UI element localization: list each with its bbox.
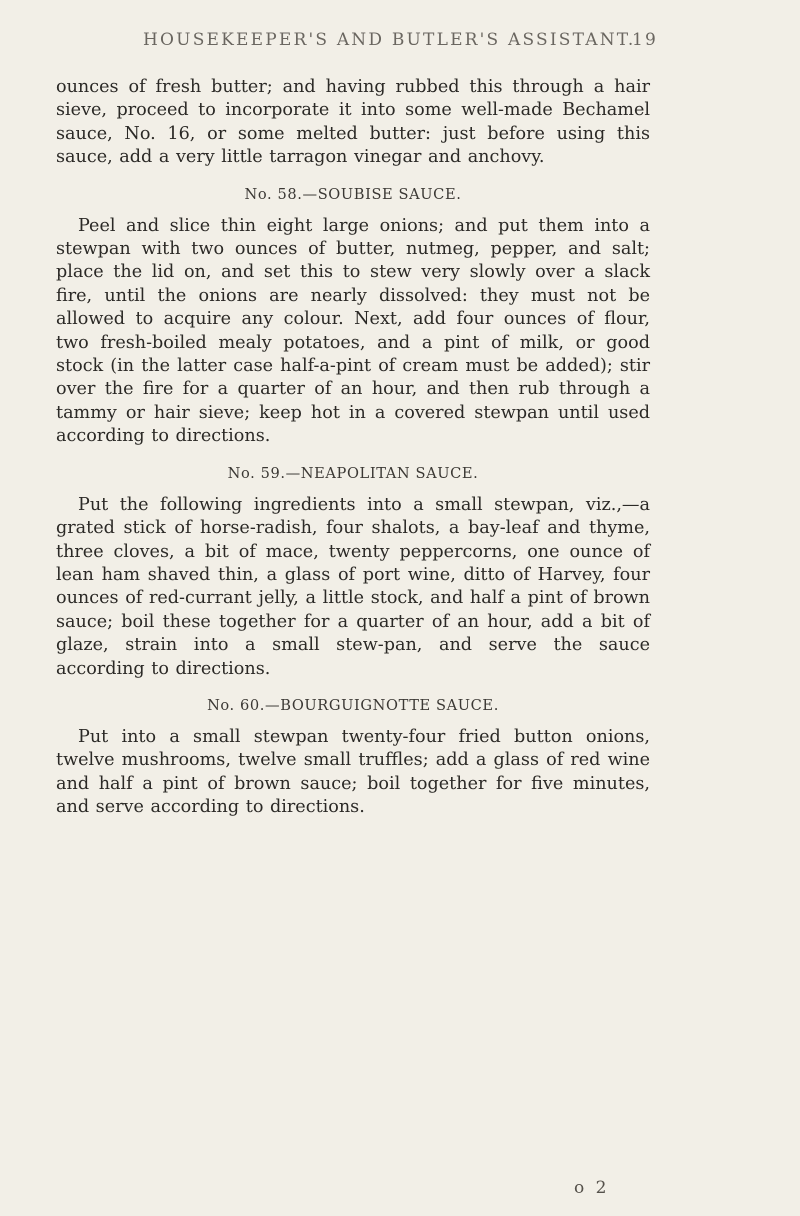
page-number: 19 (632, 30, 659, 50)
signature-mark: o 2 (574, 1178, 610, 1198)
section-heading-neapolitan: No. 59.—NEAPOLITAN SAUCE. (227, 464, 479, 482)
section-heading-soubise: No. 58.—SOUBISE SAUCE. (244, 185, 462, 203)
section-heading-bourguignotte: No. 60.—BOURGUIGNOTTE SAUCE. (207, 696, 499, 714)
continued-paragraph: ounces of fresh butter; and having rubbed this through a hair sieve, proceed to incorporate it into some well-made Bechamel sauce, No. 16, or some melted butter: just before using this sauce, add a very little tarragon vinegar and anchovy. (56, 77, 650, 168)
running-head-title: HOUSEKEEPER'S AND BUTLER'S ASSISTANT. (143, 30, 636, 50)
section-text-neapolitan: Put the following ingredients into a small stewpan, viz.,—a grated stick of horse-radish, four shalots, a bay-leaf and thyme, three cloves, a bit of mace, twenty peppercorns, one ounce of lean ham shaved thin, a glass of port wine, ditto of Harvey, four ounces of red-currant jelly, a little stock, and half a pint of brown sauce; boil these together for a quarter of an hour, add a bit of glaze, strain into a small stew-pan, and serve the sauce according to directions. (56, 494, 650, 679)
page-body (56, 76, 650, 820)
section-text-bourguignotte: Put into a small stewpan twenty-four fried button onions, twelve mushrooms, twelve small truffles; add a glass of red wine and half a pint of brown sauce; boil together for five minutes, and serve according to directions. (56, 726, 650, 818)
section-text-soubise: Peel and slice thin eight large onions; and put them into a stewpan with two ounces of butter, nutmeg, pepper, and salt; place the lid on, and set this to stew very slowly over a slack fire, until the onions are nearly dissolved: they must not be allowed to acquire any colour. Next, add four ounces of flour, two fresh-boiled mealy potatoes, and a pint of milk, or good stock (in the latter case half-a-pint of cream must be added); stir over the fire for a quarter of an hour, and then rub through a tammy or hair sieve; keep hot in a covered stewpan until used according to directions. (56, 215, 650, 447)
